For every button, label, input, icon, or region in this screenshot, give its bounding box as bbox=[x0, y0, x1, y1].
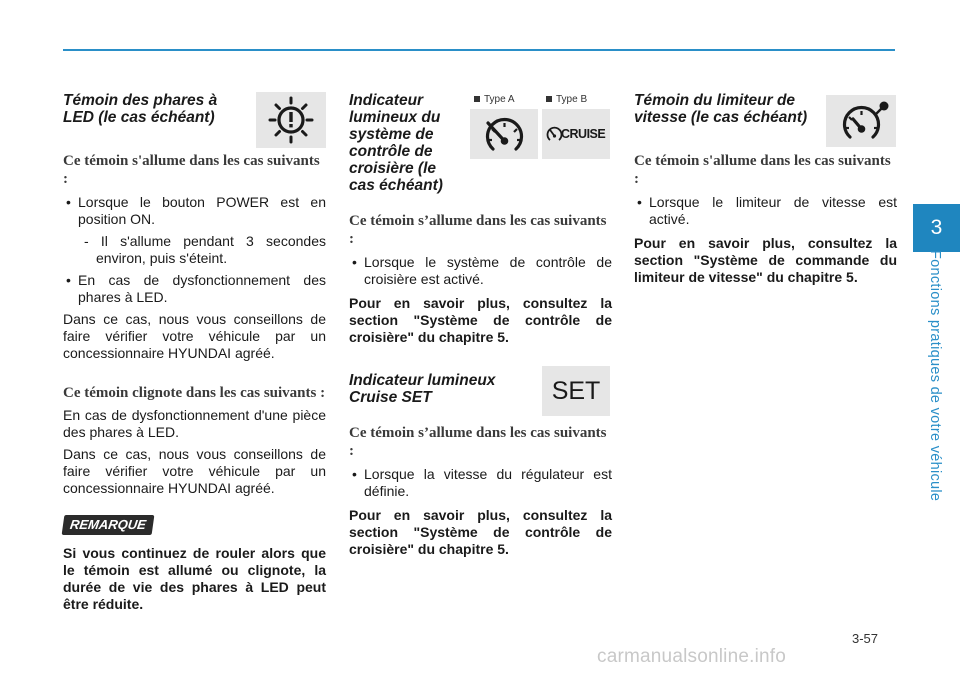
bullet-speed-set: • Lorsque la vitesse du régulateur est définie. bbox=[349, 466, 612, 500]
chapter-tab: 3 bbox=[913, 204, 960, 252]
header-rule bbox=[63, 49, 895, 51]
type-a-label: Type A bbox=[474, 94, 515, 106]
reference-limiter: Pour en savoir plus, consultez la section "Système de commande du limiteur de vitesse" du chapitre 5. bbox=[634, 235, 897, 285]
paragraph-advice-2: Dans ce cas, nous vous conseillons de faire vérifier votre véhicule par un concessionnaire HYUNDAI agréé. bbox=[63, 446, 326, 496]
lead-cruise-allume: Ce témoin s’allume dans les cas suivants : bbox=[349, 213, 607, 247]
set-icon bbox=[542, 366, 610, 416]
remark-label: REMARQUE bbox=[62, 515, 155, 535]
column-cruise bbox=[349, 92, 612, 558]
chapter-title-vertical: Fonctions pratiques de votre véhicule bbox=[927, 250, 943, 502]
section-title-speed-limiter: Témoin du limiteur de vitesse (le cas échéant) bbox=[634, 92, 808, 126]
section-title-cruise-set: Indicateur lumineux Cruise SET bbox=[349, 372, 496, 406]
page-number: 3-57 bbox=[852, 631, 879, 646]
led-headlamp-warning-icon bbox=[256, 92, 326, 148]
column-led-headlamp bbox=[63, 92, 326, 613]
section-title-cruise: Indicateur lumineux du système de contrôle de croisière (le cas échéant) bbox=[349, 92, 443, 194]
lead-set-allume: Ce témoin s’allume dans les cas suivants : bbox=[349, 425, 607, 459]
reference-cruise-2: Pour en savoir plus, consultez la section "Système de contrôle de croisière" du chapitre 5. bbox=[349, 507, 612, 557]
type-b-label: Type B bbox=[546, 94, 587, 106]
reference-cruise-1: Pour en savoir plus, consultez la section "Système de contrôle de croisière" du chapitre 5. bbox=[349, 295, 612, 345]
cruise-text-icon bbox=[542, 109, 610, 159]
bullet-cruise-active: • Lorsque le système de contrôle de croisière est activé. bbox=[349, 254, 612, 288]
cruise-speedometer-icon bbox=[470, 109, 538, 159]
remark-text: Si vous continuez de rouler alors que le témoin est allumé ou clignote, la durée de vie des phares à LED peut être réduite. bbox=[63, 545, 326, 612]
cruise-icon-text: CRUISE bbox=[561, 127, 606, 141]
section-title-led-headlamp: Témoin des phares à LED (le cas échéant) bbox=[63, 92, 218, 126]
paragraph-advice-1: Dans ce cas, nous vous conseillons de faire vérifier votre véhicule par un concessionnaire HYUNDAI agréé. bbox=[63, 311, 326, 361]
speed-limiter-icon bbox=[826, 95, 896, 147]
sub-item-3-seconds: - Il s'allume pendant 3 secondes environ, puis s'éteint. bbox=[84, 233, 326, 266]
paragraph-dysfunction-part: En cas de dysfonctionnement d'une pièce des phares à LED. bbox=[63, 407, 326, 440]
bullet-limiter-active: • Lorsque le limiteur de vitesse est activé. bbox=[634, 194, 897, 228]
set-icon-text: SET bbox=[551, 377, 601, 405]
lead-clignote: Ce témoin clignote dans les cas suivants : bbox=[63, 385, 326, 401]
lead-limiter-allume: Ce témoin s'allume dans les cas suivants : bbox=[634, 153, 891, 187]
bullet-power-on: • Lorsque le bouton POWER est en position ON. bbox=[63, 194, 326, 228]
lead-allume: Ce témoin s'allume dans les cas suivants : bbox=[63, 153, 320, 187]
bullet-dysfunction: • En cas de dysfonctionnement des phares à LED. bbox=[63, 272, 326, 306]
watermark: carmanualsonline.info bbox=[597, 646, 787, 667]
